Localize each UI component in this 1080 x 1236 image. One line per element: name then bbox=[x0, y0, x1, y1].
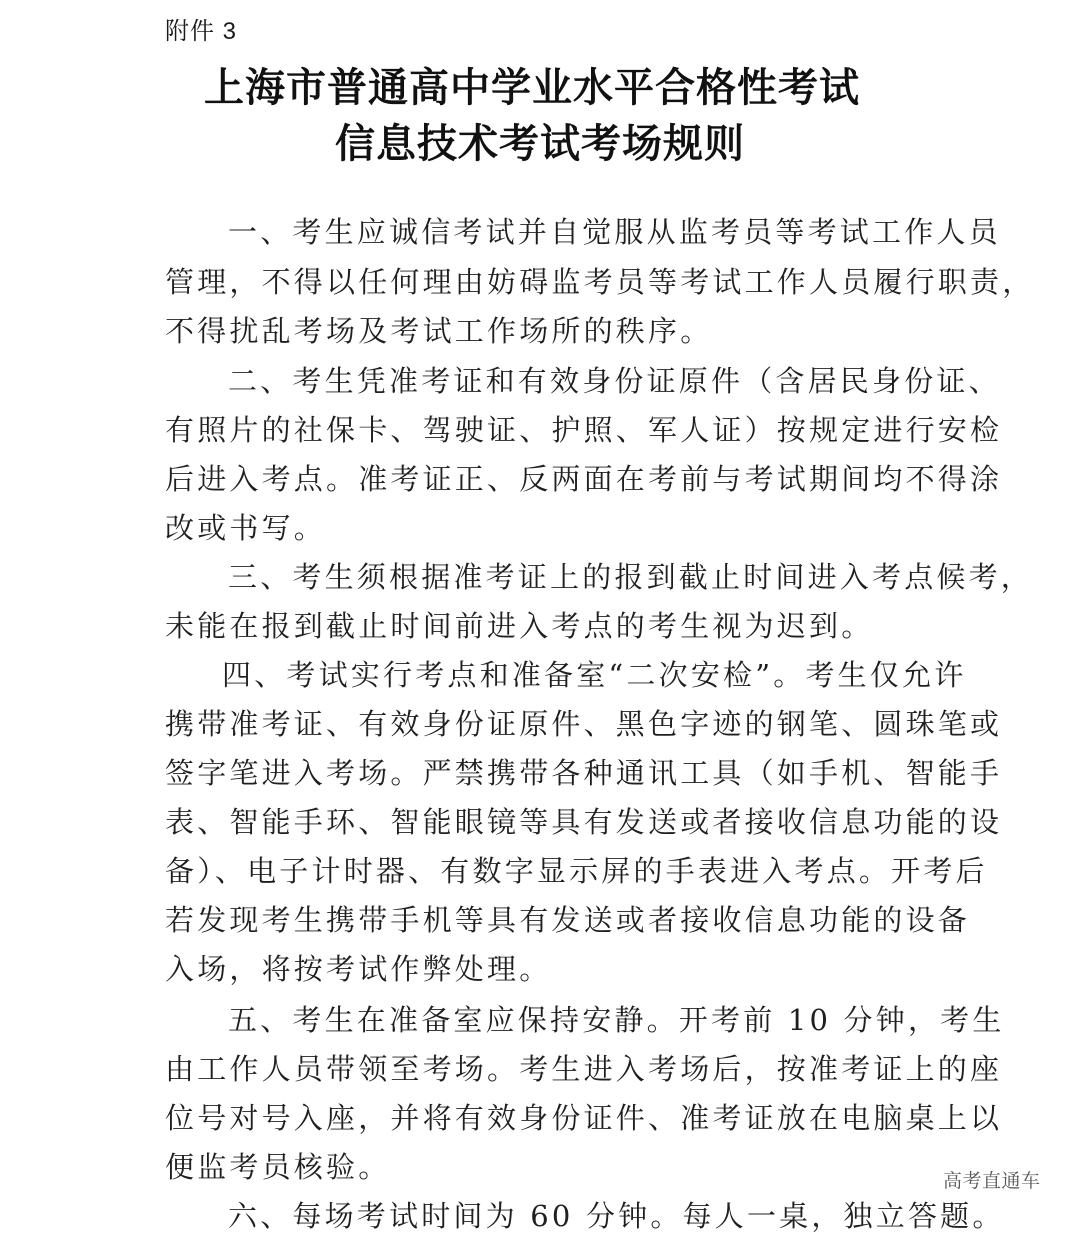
rule-4-line-4: 表、智能手环、智能眼镜等具有发送或者接收信息功能的设 bbox=[165, 805, 1003, 839]
rule-4-line-2: 携带准考证、有效身份证原件、黑色字迹的钢笔、圆珠笔或 bbox=[165, 707, 1003, 741]
rule-4-line-1: 四、考试实行考点和准备室“二次安检”。考生仅允许 bbox=[222, 658, 967, 692]
rule-2-line-3: 后进入考点。准考证正、反两面在考前与考试期间均不得涂 bbox=[165, 462, 1003, 496]
rule-2-line-1: 二、考生凭准考证和有效身份证原件（含居民身份证、 bbox=[228, 364, 1001, 398]
rule-3-line-2: 未能在报到截止时间前进入考点的考生视为迟到。 bbox=[165, 609, 874, 643]
rule-5-line-4: 便监考员核验。 bbox=[165, 1150, 391, 1184]
document-title-line-1: 上海市普通高中学业水平合格性考试 bbox=[204, 64, 860, 111]
rule-4-line-7: 入场，将按考试作弊处理。 bbox=[165, 952, 552, 986]
rule-1-line-3: 不得扰乱考场及考试工作场所的秩序。 bbox=[165, 314, 713, 348]
rule-5-line-1: 五、考生在准备室应保持安静。开考前 10 分钟，考生 bbox=[228, 1003, 1005, 1037]
rule-5-line-2: 由工作人员带领至考场。考生进入考场后，按准考证上的座 bbox=[165, 1052, 1003, 1086]
rule-5-line-3: 位号对号入座，并将有效身份证件、准考证放在电脑桌上以 bbox=[165, 1101, 1003, 1135]
rule-1-line-1: 一、考生应诚信考试并自觉服从监考员等考试工作人员 bbox=[228, 215, 1001, 249]
rule-4-line-6: 若发现考生携带手机等具有发送或者接收信息功能的设备 bbox=[165, 903, 971, 937]
rule-4-line-5: 备）、电子计时器、有数字显示屏的手表进入考点。开考后 bbox=[165, 854, 988, 888]
rule-4-line-3: 签字笔进入考场。严禁携带各种通讯工具（如手机、智能手 bbox=[165, 756, 1003, 790]
document-title-line-2: 信息技术考试考场规则 bbox=[335, 120, 745, 167]
rule-2-line-2: 有照片的社保卡、驾驶证、护照、军人证）按规定进行安检 bbox=[165, 413, 1003, 447]
attachment-label: 附件 3 bbox=[165, 18, 238, 45]
rule-6-line-1: 六、每场考试时间为 60 分钟。每人一桌，独立答题。 bbox=[228, 1199, 1005, 1233]
rule-2-line-4: 改或书写。 bbox=[165, 511, 327, 545]
watermark: 高考直通车 bbox=[943, 1170, 1041, 1192]
rule-1-line-2: 管理，不得以任何理由妨碍监考员等考试工作人员履行职责， bbox=[165, 265, 1035, 299]
rule-3-line-1: 三、考生须根据准考证上的报到截止时间进入考点候考， bbox=[228, 560, 1034, 594]
